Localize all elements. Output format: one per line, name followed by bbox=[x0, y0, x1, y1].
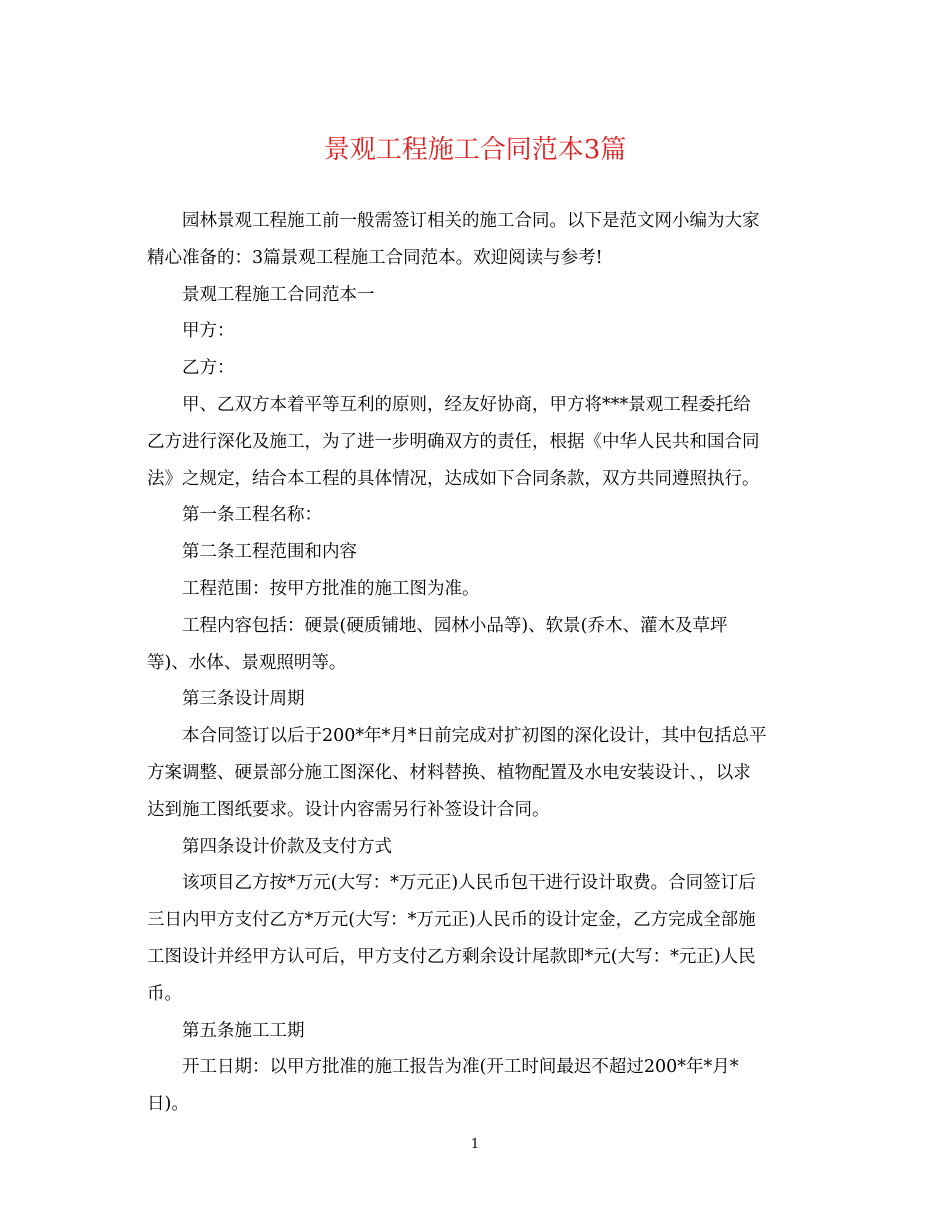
paragraph-line: 甲、乙双方本着平等互利的原则，经友好协商，甲方将***景观工程委托给 bbox=[182, 394, 751, 415]
paragraph bbox=[147, 1013, 807, 1050]
paragraph-line: 达到施工图纸要求。设计内容需另行补签设计合同。 bbox=[147, 799, 550, 820]
paragraph bbox=[147, 203, 807, 277]
paragraph bbox=[147, 1049, 807, 1123]
paragraph bbox=[147, 681, 807, 718]
paragraph-line: 本合同签订以后于200*年*月*日前完成对扩初图的深化设计，其中包括总平 bbox=[182, 726, 767, 747]
paragraph-line: 三日内甲方支付乙方*万元(大写：*万元正)人民币的设计定金，乙方完成全部施 bbox=[147, 910, 756, 931]
paragraph bbox=[147, 277, 807, 314]
paragraph-line: 法》之规定，结合本工程的具体情况，达成如下合同条款，双方共同遵照执行。 bbox=[147, 468, 760, 489]
paragraph-line: 第五条施工工期 bbox=[182, 1020, 305, 1041]
document-title: 景观工程施工合同范本3篇 bbox=[323, 135, 627, 165]
paragraph-line: 币。 bbox=[147, 983, 182, 1004]
paragraph-line: 工程范围：按甲方批准的施工图为准。 bbox=[182, 578, 480, 599]
document-body bbox=[147, 203, 807, 1123]
paragraph-line: 该项目乙方按*万元(大写：*万元正)人民币包干进行设计取费。合同签订后 bbox=[182, 873, 756, 894]
paragraph-line: 第三条设计周期 bbox=[182, 689, 305, 710]
paragraph-line: 精心准备的：3篇景观工程施工合同范本。欢迎阅读与参考! bbox=[147, 247, 603, 268]
paragraph-line: 等)、水体、景观照明等。 bbox=[147, 652, 347, 673]
paragraph-line: 第四条设计价款及支付方式 bbox=[182, 836, 392, 857]
paragraph bbox=[147, 387, 807, 497]
paragraph bbox=[147, 571, 807, 608]
paragraph bbox=[147, 718, 807, 828]
paragraph-line: 第一条工程名称： bbox=[182, 505, 322, 526]
paragraph-line: 景观工程施工合同范本一 bbox=[182, 284, 375, 305]
paragraph-line: 乙方进行深化及施工，为了进一步明确双方的责任，根据《中华人民共和国合同 bbox=[147, 431, 760, 452]
paragraph-line: 甲方： bbox=[182, 321, 235, 342]
page-number: 1 bbox=[470, 1137, 480, 1152]
paragraph-line: 日)。 bbox=[147, 1094, 189, 1115]
paragraph-line: 工程内容包括：硬景(硬质铺地、园林小品等)、软景(乔木、灌木及草坪 bbox=[182, 615, 728, 636]
paragraph-line: 乙方： bbox=[182, 358, 235, 379]
paragraph bbox=[147, 313, 807, 350]
paragraph bbox=[147, 608, 807, 682]
paragraph-line: 园林景观工程施工前一般需签订相关的施工合同。以下是范文网小编为大家 bbox=[182, 211, 760, 231]
paragraph bbox=[147, 350, 807, 387]
paragraph bbox=[147, 865, 807, 1012]
paragraph bbox=[147, 534, 807, 571]
paragraph-line: 方案调整、硬景部分施工图深化、材料替换、植物配置及水电安装设计、，以求 bbox=[147, 762, 751, 783]
paragraph-line: 开工日期：以甲方批准的施工报告为准(开工时间最迟不超过200*年*月* bbox=[182, 1057, 739, 1078]
paragraph-line: 工图设计并经甲方认可后，甲方支付乙方剩余设计尾款即*元(大写：*元正)人民 bbox=[147, 946, 756, 967]
paragraph bbox=[147, 829, 807, 866]
paragraph bbox=[147, 497, 807, 534]
paragraph-line: 第二条工程范围和内容 bbox=[182, 542, 357, 563]
